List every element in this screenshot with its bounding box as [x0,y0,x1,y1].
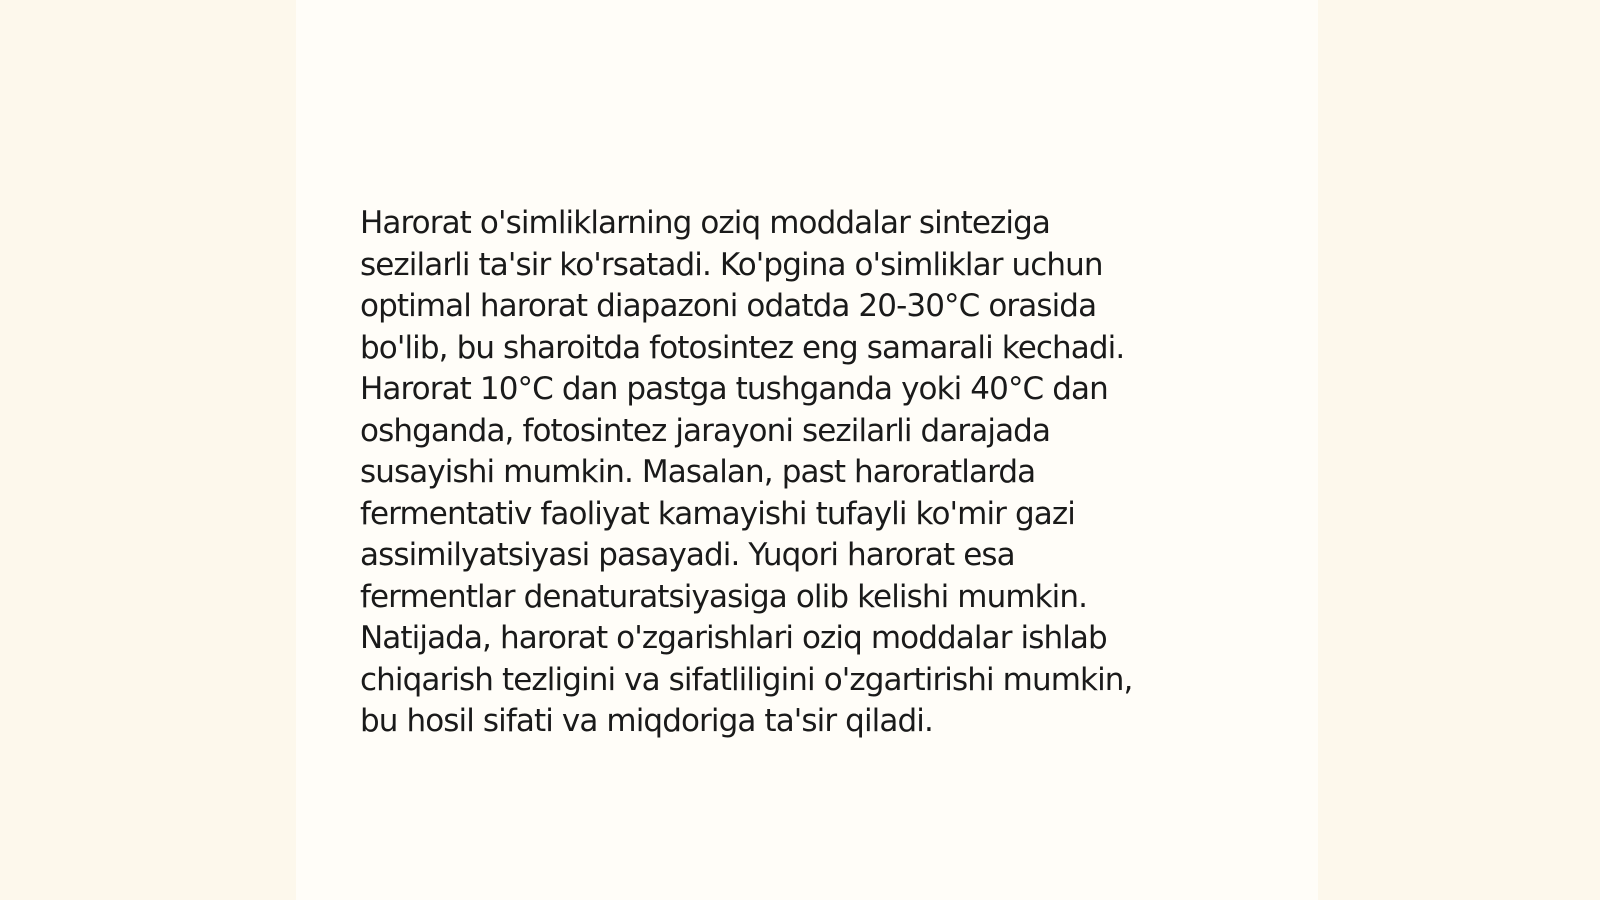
body-paragraph: Harorat o'simliklarning oziq moddalar sinteziga sezilarli ta'sir ko'rsatadi. Ko'pgina o'simliklar uchun optimal harorat diapazoni odatda 20-30°C orasida bo'lib, bu sharoitda fotosintez eng samarali kechadi. Harorat 10°C dan pastga tushganda yoki 40°C dan oshganda, fotosintez jarayoni sezilarli darajada susayishi mumkin. Masalan, past haroratlarda fermentativ faoliyat kamayishi tufayli ko'mir gazi assimilyatsiyasi pasayadi. Yuqori harorat esa fermentlar denaturatsiyasiga olib kelishi mumkin. Natijada, harorat o'zgarishlari oziq moddalar ishlab chiqarish tezligini va sifatliligini o'zgartirishi mumkin, bu hosil sifati va miqdoriga ta'sir qiladi. [360,205,1133,739]
slide-page [296,0,1318,900]
